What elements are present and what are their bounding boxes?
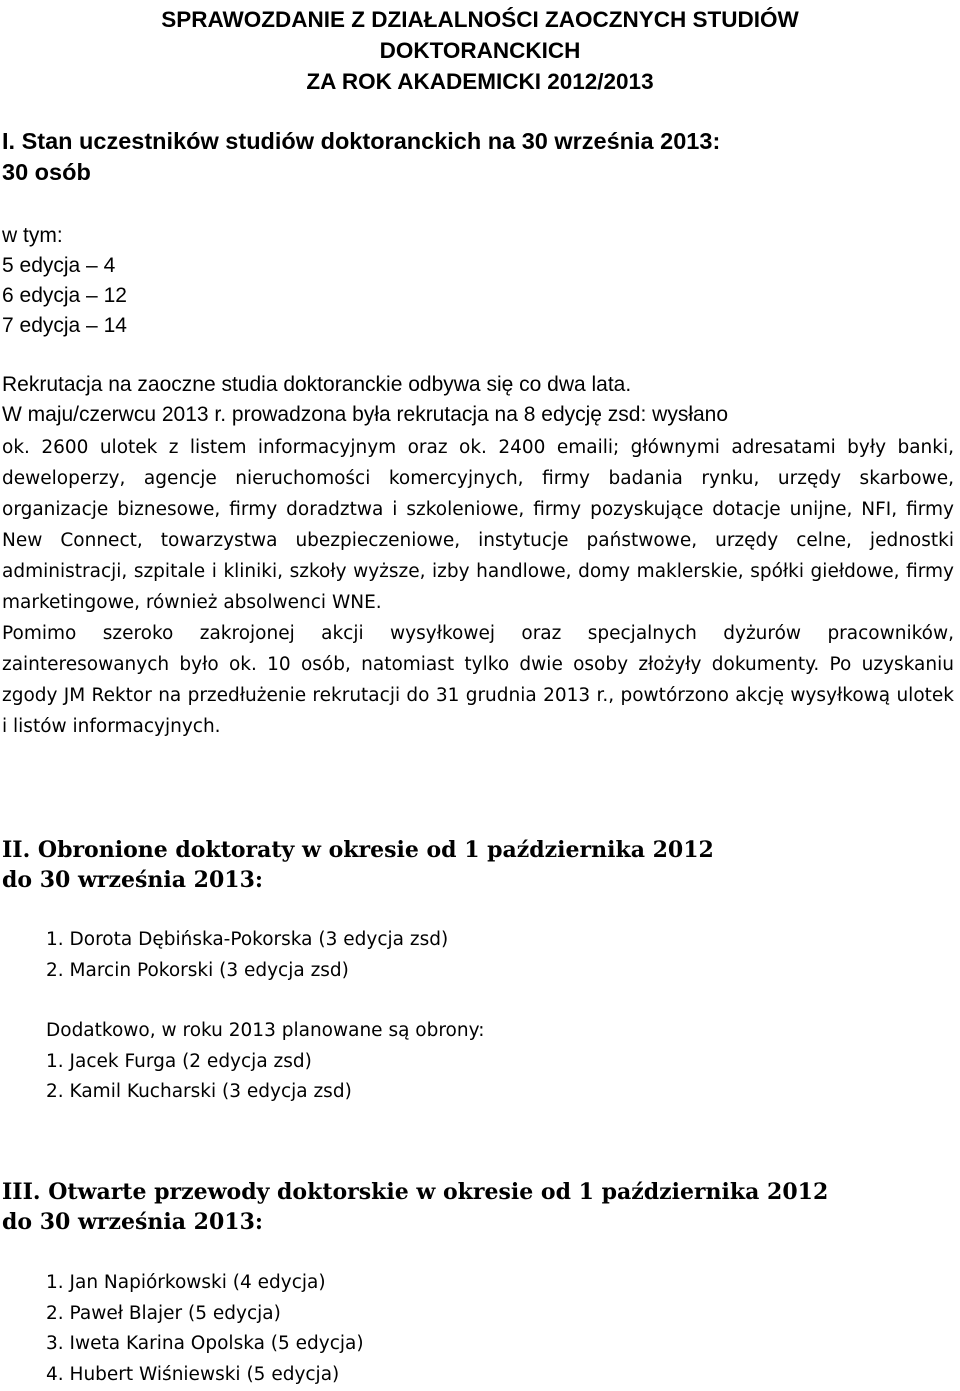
list-item: 1. Jan Napiórkowski (4 edycja) — [46, 1272, 326, 1293]
list-item: 2. Marcin Pokorski (3 edycja zsd) — [46, 959, 349, 981]
list-item: 2. Paweł Blajer (5 edycja) — [46, 1302, 281, 1324]
edition-item: 6 edycja – 12 — [2, 284, 127, 307]
defended-list — [46, 925, 448, 986]
list-item: 3. Iweta Karina Opolska (5 edycja) — [46, 1333, 364, 1354]
section-1-heading-line-2: 30 osób — [2, 159, 91, 185]
recruitment-details: ok. 2600 ulotek z listem informacyjnym oraz ok. 2400 emaili; głównymi adresatami były banki, deweloperzy, agencje nieruchomości komercyjnych, firmy badania rynku, urzędy skarbowe, organizacje biznesowe, firmy doradztwa i szkoleniowe, firmy pozyskujące dotacje unijne, NFI, firmy New Connect, towarzystwa ubezpieczeniowe, instytucje państwowe, urzędy celne, jednostki administracji, szpitale i kliniki, szkoły wyższe, izby handlowe, domy maklerskie, spółki giełdowe, firmy marketingowe, również absolwenci WNE. — [2, 437, 954, 613]
document-title — [0, 4, 960, 97]
recruitment-line-1: Rekrutacja na zaoczne studia doktoranckie odbywa się co dwa lata. — [2, 373, 632, 396]
list-item: 1. Dorota Dębińska-Pokorska (3 edycja zsd) — [46, 929, 449, 950]
planned-defenses — [46, 1016, 484, 1108]
planned-intro: Dodatkowo, w roku 2013 planowane są obrony: — [46, 1020, 485, 1041]
recruitment-outcome: Pomimo szeroko zakrojonej akcji wysyłkowej oraz specjalnych dyżurów pracowników, zainteresowanych było ok. 10 osób, natomiast tylko dwie osoby złożyły dokumenty. Po uzyskaniu zgody JM Rektor na przedłużenie rekrutacji do 31 grudnia 2013 r., powtórzono akcję wysyłkową ulotek i listów informacyjnych. — [2, 623, 954, 737]
list-item: 1. Jacek Furga (2 edycja zsd) — [46, 1050, 312, 1072]
edition-item: 7 edycja – 14 — [2, 314, 127, 337]
section-2-heading-line-2: do 30 września 2013: — [2, 867, 264, 893]
section-2-heading — [2, 835, 952, 895]
title-line-2: DOKTORANCKICH — [379, 38, 581, 63]
section-2-heading-line-1: II. Obronione doktoraty w okresie od 1 października 2012 — [2, 837, 714, 863]
list-item: 2. Kamil Kucharski (3 edycja zsd) — [46, 1081, 352, 1102]
section-3-heading — [2, 1177, 952, 1237]
section-1-heading — [2, 126, 952, 188]
recruitment-line-2: W maju/czerwcu 2013 r. prowadzona była rekrutacja na 8 edycję zsd: wysłano — [2, 403, 729, 426]
section-3-heading-line-2: do 30 września 2013: — [2, 1209, 264, 1235]
recruitment-paragraph — [2, 432, 954, 742]
edition-item: 5 edycja – 4 — [2, 254, 116, 277]
editions-breakdown — [2, 221, 127, 341]
list-item: 4. Hubert Wiśniewski (5 edycja) — [46, 1363, 340, 1385]
title-line-1: SPRAWOZDANIE Z DZIAŁALNOŚCI ZAOCZNYCH STUDIÓW — [161, 7, 799, 32]
title-line-3: ZA ROK AKADEMICKI 2012/2013 — [306, 69, 654, 94]
section-1-heading-line-1: I. Stan uczestników studiów doktoranckich na 30 września 2013: — [2, 128, 721, 154]
breakdown-intro: w tym: — [2, 224, 63, 247]
recruitment-intro — [2, 370, 728, 430]
opened-list — [46, 1268, 364, 1390]
section-3-heading-line-1: III. Otwarte przewody doktorskie w okresie od 1 października 2012 — [2, 1179, 829, 1205]
